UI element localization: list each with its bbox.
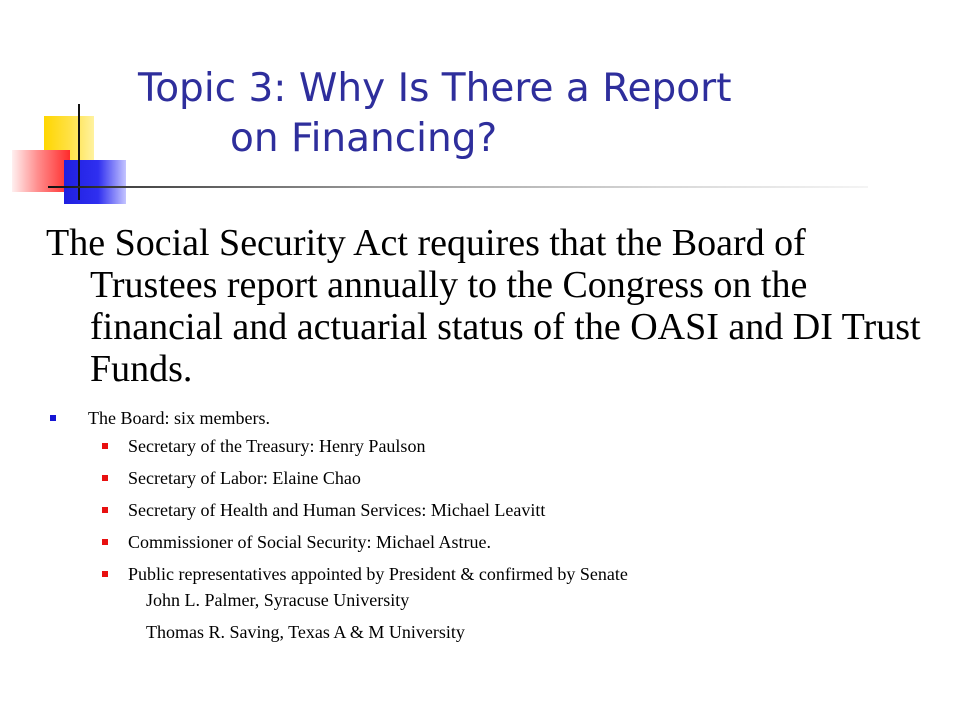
- slide-body: [46, 222, 926, 652]
- list-item-text: Commissioner of Social Security: Michael Astrue.: [128, 532, 491, 552]
- board-bullet: [46, 406, 926, 430]
- slide-title-line-1: Topic 3: Why Is There a Report: [138, 66, 732, 111]
- list-item: [46, 466, 926, 490]
- list-item-text: Secretary of Labor: Elaine Chao: [128, 468, 361, 488]
- lead-paragraph: The Social Security Act requires that the Board of Trustees report annually to the Congress on the financial and actuarial status of the OASI and DI Trust Funds.: [46, 222, 921, 390]
- square-bullet-icon: [102, 571, 108, 577]
- square-bullet-icon: [50, 415, 56, 421]
- square-bullet-icon: [102, 443, 108, 449]
- square-bullet-icon: [102, 507, 108, 513]
- slide-title: [138, 64, 918, 164]
- board-members-list: [46, 434, 926, 586]
- list-item: [46, 530, 926, 554]
- public-trustee-line: Thomas R. Saving, Texas A & M University: [146, 622, 465, 642]
- list-item: [46, 562, 926, 586]
- list-item: [46, 498, 926, 522]
- slide-title-line-2: on Financing?: [230, 116, 498, 161]
- list-item: [46, 434, 926, 458]
- square-bullet-icon: [102, 475, 108, 481]
- board-bullet-text: The Board: six members.: [88, 408, 270, 428]
- list-item-text: Secretary of Health and Human Services: Michael Leavitt: [128, 500, 546, 520]
- square-bullet-icon: [102, 539, 108, 545]
- blue-square-decoration: [64, 160, 126, 204]
- list-item-text: Secretary of the Treasury: Henry Paulson: [128, 436, 426, 456]
- title-underline-rule: [48, 186, 868, 188]
- list-item-text: Public representatives appointed by President & confirmed by Senate: [128, 564, 628, 584]
- public-trustee-line: John L. Palmer, Syracuse University: [146, 590, 410, 610]
